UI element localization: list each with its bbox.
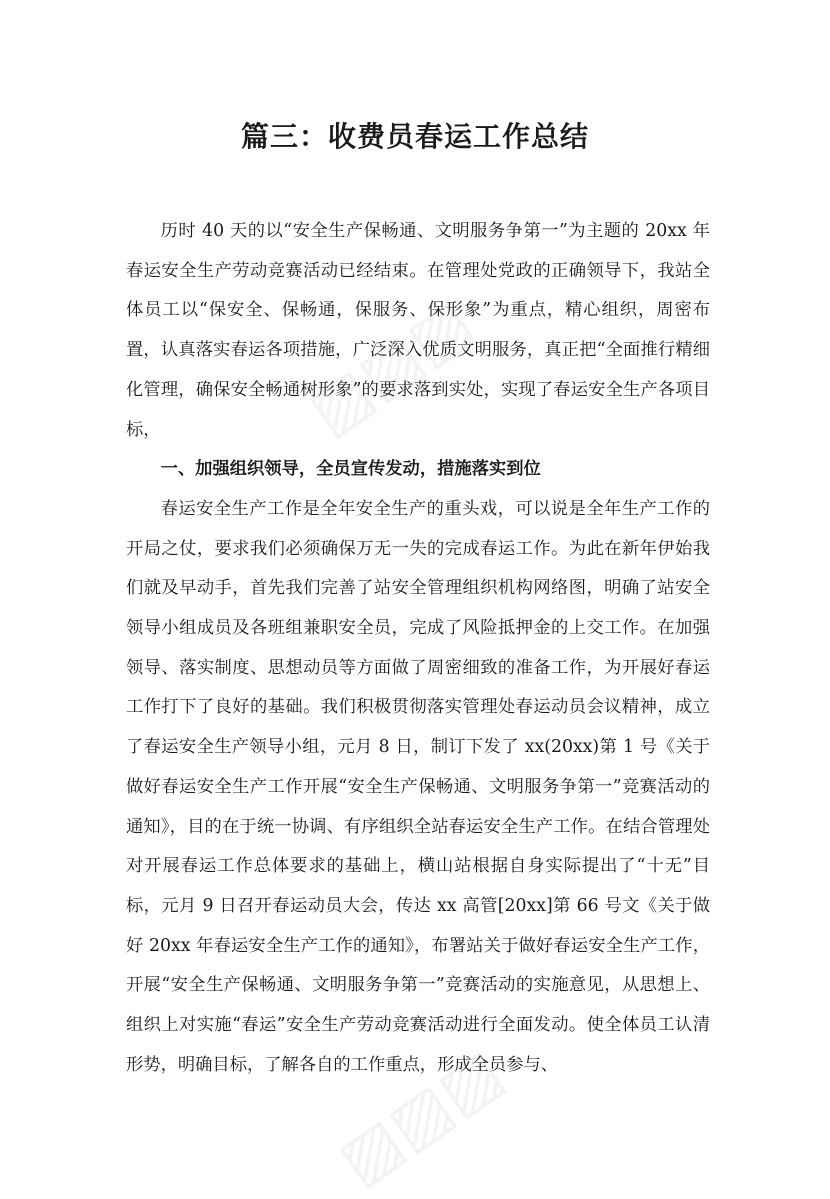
page-title: 篇三：收费员春运工作总结 [240, 120, 589, 153]
paragraph-intro: 历时 40 天的以“安全生产保畅通、文明服务争第一”为主题的 20xx 年春运安全生产劳动竞赛活动已经结束。在管理处党政的正确领导下，我站全体员工以“保安全、保畅通，保服务、保形象”为重点，精心组织，周密布置，认真落实春运各项措施，广泛深入优质文明服务，真正把“全面推行精细化管理，确保安全畅通树形象”的要求落到实处，实现了春运安全生产各项目标， [126, 221, 710, 440]
document-body [126, 212, 710, 1085]
section-heading: 一、加强组织领导，全员宣传发动，措施落实到位 [160, 459, 541, 480]
paragraph-section-1: 春运安全生产工作是全年安全生产的重头戏，可以说是全年生产工作的开局之仗，要求我们必须确保万无一失的完成春运工作。为此在新年伊始我们就及早动手，首先我们完善了站安全管理组织机构网络图，明确了站安全领导小组成员及各班组兼职安全员，完成了风险抵押金的上交工作。在加强领导、落实制度、思想动员等方面做了周密细致的准备工作，为开展好春运工作打下了良好的基础。我们积极贯彻落实管理处春运动员会议精神，成立了春运安全生产领导小组，元月 8 日，制订下发了 xx(20xx)第 1 号《关于做好春运安全生产工作开展“安全生产保畅通、文明服务争第一”竞赛活动的通知》，目的在于统一协调、有序组织全站春运安全生产工作。在结合管理处对开展春运工作总体要求的基础上，横山站根据自身实际提出了“十无”目标，元月 9 日召开春运动员大会，传达 xx 高管[20xx]第 66 号文《关于做好 20xx 年春运安全生产工作的通知》，布署站关于做好春运安全生产工作，开展“安全生产保畅通、文明服务争第一”竞赛活动的实施意见，从思想上、组织上对实施“春运”安全生产劳动竞赛活动进行全面发动。使全体员工认清形势，明确目标，了解各自的工作重点，形成全员参与、 [126, 498, 710, 1075]
